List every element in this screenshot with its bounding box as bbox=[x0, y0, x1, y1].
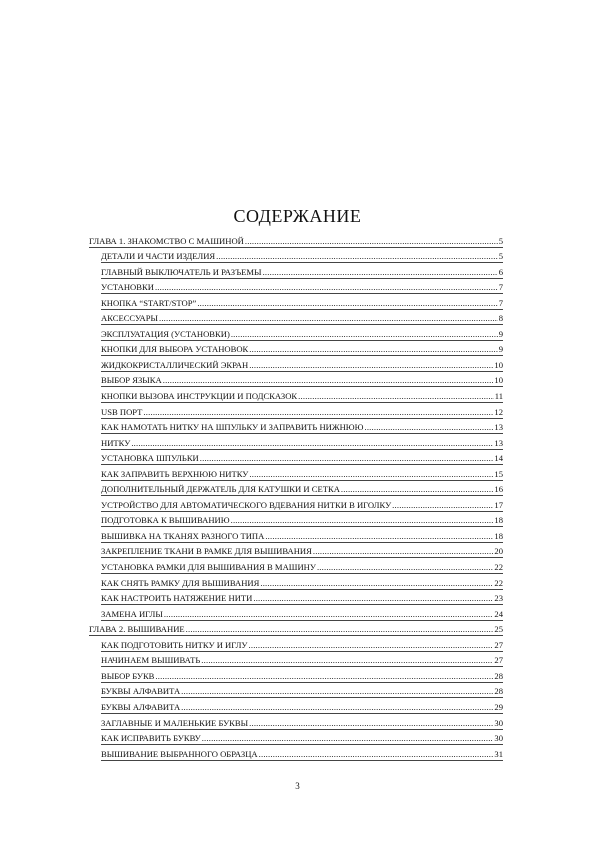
toc-entry-label: БУКВЫ АЛФАВИТА bbox=[101, 686, 181, 697]
toc-entry bbox=[101, 590, 503, 606]
toc-leader-dots bbox=[143, 407, 493, 418]
toc-leader-dots bbox=[260, 578, 493, 589]
toc-entry bbox=[101, 558, 503, 574]
toc-leader-dots bbox=[197, 298, 497, 309]
toc-entry-page: 15 bbox=[494, 468, 503, 479]
toc-entry-page: 12 bbox=[494, 406, 503, 417]
toc-leader-dots bbox=[231, 329, 498, 340]
toc-entry-label: ЗАМЕНА ИГЛЫ bbox=[101, 608, 163, 619]
toc-entry-label: УСТАНОВКА ШПУЛЬКИ bbox=[101, 453, 199, 464]
toc-entry bbox=[101, 636, 503, 652]
toc-entry bbox=[101, 403, 503, 419]
toc-entry-label: ГЛАВА 2. ВЫШИВАНИЕ bbox=[89, 624, 185, 635]
toc-entry bbox=[101, 310, 503, 326]
toc-entry-label: ЭКСПЛУАТАЦИЯ (УСТАНОВКИ) bbox=[101, 328, 230, 339]
toc-entry-label: ЗАГЛАВНЫЕ И МАЛЕНЬКИЕ БУКВЫ bbox=[101, 717, 249, 728]
toc-entry bbox=[101, 652, 503, 668]
toc-entry-label: КАК ЗАПРАВИТЬ ВЕРХНЮЮ НИТКУ bbox=[101, 468, 249, 479]
toc-chapter-entry bbox=[89, 621, 503, 637]
toc-entry bbox=[101, 325, 503, 341]
toc-leader-dots bbox=[249, 469, 493, 480]
toc-entry bbox=[101, 667, 503, 683]
toc-entry-page: 27 bbox=[494, 655, 503, 666]
toc-entry-page: 8 bbox=[498, 313, 503, 324]
toc-entry-page: 30 bbox=[494, 717, 503, 728]
toc-entry-page: 13 bbox=[494, 437, 503, 448]
toc-entry-label: КАК НАСТРОИТЬ НАТЯЖЕНИЕ НИТИ bbox=[101, 593, 253, 604]
toc-entry bbox=[101, 465, 503, 481]
toc-leader-dots bbox=[259, 749, 494, 760]
toc-leader-dots bbox=[249, 718, 493, 729]
toc-entry-label: ПОДГОТОВКА К ВЫШИВАНИЮ bbox=[101, 515, 230, 526]
toc-entry bbox=[101, 387, 503, 403]
toc-leader-dots bbox=[155, 671, 493, 682]
toc-entry-label: УСТАНОВКИ bbox=[101, 282, 154, 293]
toc-entry bbox=[101, 543, 503, 559]
toc-leader-dots bbox=[216, 251, 498, 262]
toc-entry-label: УСТРОЙСТВО ДЛЯ АВТОМАТИЧЕСКОГО ВДЕВАНИЯ НИТКИ В ИГОЛКУ bbox=[101, 499, 392, 510]
toc-entry-label: ВЫШИВАНИЕ ВЫБРАННОГО ОБРАЗЦА bbox=[101, 748, 258, 759]
toc-entry-label: ВЫБОР БУКВ bbox=[101, 670, 155, 681]
toc-leader-dots bbox=[298, 391, 494, 402]
toc-entry-label: КНОПКА “START/STOP” bbox=[101, 297, 197, 308]
toc-leader-dots bbox=[313, 546, 494, 557]
toc-entry-page: 28 bbox=[494, 670, 503, 681]
toc-entry-page: 20 bbox=[494, 546, 503, 557]
toc-entry-label: КАК НАМОТАТЬ НИТКУ НА ШПУЛЬКУ И ЗАПРАВИТЬ НИЖНЮЮ bbox=[101, 422, 364, 433]
toc-entry-label: ДЕТАЛИ И ЧАСТИ ИЗДЕЛИЯ bbox=[101, 251, 216, 262]
toc-entry bbox=[101, 496, 503, 512]
toc-leader-dots bbox=[155, 282, 498, 293]
toc-leader-dots bbox=[131, 438, 493, 449]
toc-entry-label: НИТКУ bbox=[101, 437, 131, 448]
toc-leader-dots bbox=[249, 640, 494, 651]
toc-entry-page: 9 bbox=[498, 328, 503, 339]
toc-entry bbox=[101, 481, 503, 497]
toc-entry bbox=[101, 248, 503, 264]
toc-entry-page: 5 bbox=[498, 251, 503, 262]
toc-leader-dots bbox=[341, 484, 494, 495]
toc-leader-dots bbox=[392, 500, 493, 511]
toc-entry-page: 11 bbox=[494, 391, 503, 402]
toc-entry-page: 31 bbox=[494, 748, 503, 759]
toc-entry-page: 7 bbox=[498, 297, 503, 308]
toc-entry-label: ГЛАВНЫЙ ВЫКЛЮЧАТЕЛЬ И РАЗЪЕМЫ bbox=[101, 266, 262, 277]
toc-entry-label: КНОПКИ ВЫЗОВА ИНСТРУКЦИИ И ПОДСКАЗОК bbox=[101, 391, 298, 402]
toc-leader-dots bbox=[231, 515, 494, 526]
toc-entry-page: 24 bbox=[494, 608, 503, 619]
toc-leader-dots bbox=[245, 236, 498, 247]
toc-entry-page: 9 bbox=[498, 344, 503, 355]
toc-leader-dots bbox=[249, 344, 497, 355]
toc-entry-page: 27 bbox=[494, 639, 503, 650]
toc-entry bbox=[101, 434, 503, 450]
toc-entry-label: КАК СНЯТЬ РАМКУ ДЛЯ ВЫШИВАНИЯ bbox=[101, 577, 260, 588]
toc-entry-label: ВЫБОР ЯЗЫКА bbox=[101, 375, 162, 386]
toc-entry bbox=[101, 512, 503, 528]
toc-leader-dots bbox=[364, 422, 493, 433]
toc-entry-label: АКСЕССУАРЫ bbox=[101, 313, 158, 324]
toc-entry-label: КАК ИСПРАВИТЬ БУКВУ bbox=[101, 733, 201, 744]
toc-entry bbox=[101, 730, 503, 746]
toc-entry-label: КНОПКИ ДЛЯ ВЫБОРА УСТАНОВОК bbox=[101, 344, 249, 355]
toc-leader-dots bbox=[159, 313, 498, 324]
toc-entry-page: 5 bbox=[498, 235, 503, 246]
toc-entry-page: 30 bbox=[494, 733, 503, 744]
toc-entry bbox=[101, 356, 503, 372]
toc-entry-label: БУКВЫ АЛФАВИТА bbox=[101, 701, 181, 712]
toc-entry-label: ДОПОЛНИТЕЛЬНЫЙ ДЕРЖАТЕЛЬ ДЛЯ КАТУШКИ И СЕТКА bbox=[101, 484, 340, 495]
toc-entry-page: 10 bbox=[494, 359, 503, 370]
toc-entry-label: ЗАКРЕПЛЕНИЕ ТКАНИ В РАМКЕ ДЛЯ ВЫШИВАНИЯ bbox=[101, 546, 312, 557]
toc-leader-dots bbox=[201, 655, 493, 666]
toc-entry-page: 29 bbox=[494, 701, 503, 712]
toc-leader-dots bbox=[249, 360, 493, 371]
toc-entry-label: НАЧИНАЕМ ВЫШИВАТЬ bbox=[101, 655, 201, 666]
toc-leader-dots bbox=[200, 453, 494, 464]
toc-entry-page: 22 bbox=[494, 562, 503, 573]
toc-entry bbox=[101, 450, 503, 466]
toc-leader-dots bbox=[265, 531, 493, 542]
toc-entry-page: 7 bbox=[498, 282, 503, 293]
toc-entry bbox=[101, 341, 503, 357]
toc-entry bbox=[101, 698, 503, 714]
toc-entry bbox=[101, 294, 503, 310]
toc-entry bbox=[101, 527, 503, 543]
toc-entry-page: 25 bbox=[494, 624, 503, 635]
toc-chapter-entry bbox=[89, 232, 503, 248]
toc-entry-page: 10 bbox=[494, 375, 503, 386]
toc-entry-label: УСТАНОВКА РАМКИ ДЛЯ ВЫШИВАНИЯ В МАШИНУ bbox=[101, 562, 316, 573]
toc-entry-label: ГЛАВА 1. ЗНАКОМСТВО С МАШИНОЙ bbox=[89, 235, 244, 246]
toc-entry bbox=[101, 419, 503, 435]
toc-entry-label: ЖИДКОКРИСТАЛЛИЧЕСКИЙ ЭКРАН bbox=[101, 359, 249, 370]
toc-entry-page: 18 bbox=[494, 530, 503, 541]
toc-leader-dots bbox=[202, 733, 494, 744]
toc-entry bbox=[101, 279, 503, 295]
toc-entry-page: 16 bbox=[494, 484, 503, 495]
toc-entry bbox=[101, 745, 503, 761]
toc-entry bbox=[101, 714, 503, 730]
toc-entry-page: 22 bbox=[494, 577, 503, 588]
toc-entry-label: USB ПОРТ bbox=[101, 406, 143, 417]
toc-entry bbox=[101, 574, 503, 590]
toc-leader-dots bbox=[253, 593, 493, 604]
toc-leader-dots bbox=[186, 624, 494, 635]
toc-entry-page: 28 bbox=[494, 686, 503, 697]
toc-leader-dots bbox=[181, 702, 493, 713]
toc-entry-page: 18 bbox=[494, 515, 503, 526]
toc-entry bbox=[101, 683, 503, 699]
toc-entry-label: КАК ПОДГОТОВИТЬ НИТКУ И ИГЛУ bbox=[101, 639, 248, 650]
toc-entry bbox=[101, 605, 503, 621]
table-of-contents bbox=[89, 232, 503, 761]
toc-entry-label: ВЫШИВКА НА ТКАНЯХ РАЗНОГО ТИПА bbox=[101, 530, 265, 541]
toc-entry-page: 13 bbox=[494, 422, 503, 433]
toc-leader-dots bbox=[263, 267, 498, 278]
toc-entry bbox=[101, 372, 503, 388]
toc-entry-page: 6 bbox=[498, 266, 503, 277]
toc-entry-page: 17 bbox=[494, 499, 503, 510]
toc-title: СОДЕРЖАНИЕ bbox=[233, 206, 362, 226]
toc-entry bbox=[101, 263, 503, 279]
toc-entry-page: 23 bbox=[494, 593, 503, 604]
toc-leader-dots bbox=[163, 375, 494, 386]
page-number: 3 bbox=[295, 781, 300, 791]
toc-entry-page: 14 bbox=[494, 453, 503, 464]
toc-leader-dots bbox=[164, 609, 494, 620]
toc-leader-dots bbox=[317, 562, 493, 573]
toc-leader-dots bbox=[181, 686, 493, 697]
